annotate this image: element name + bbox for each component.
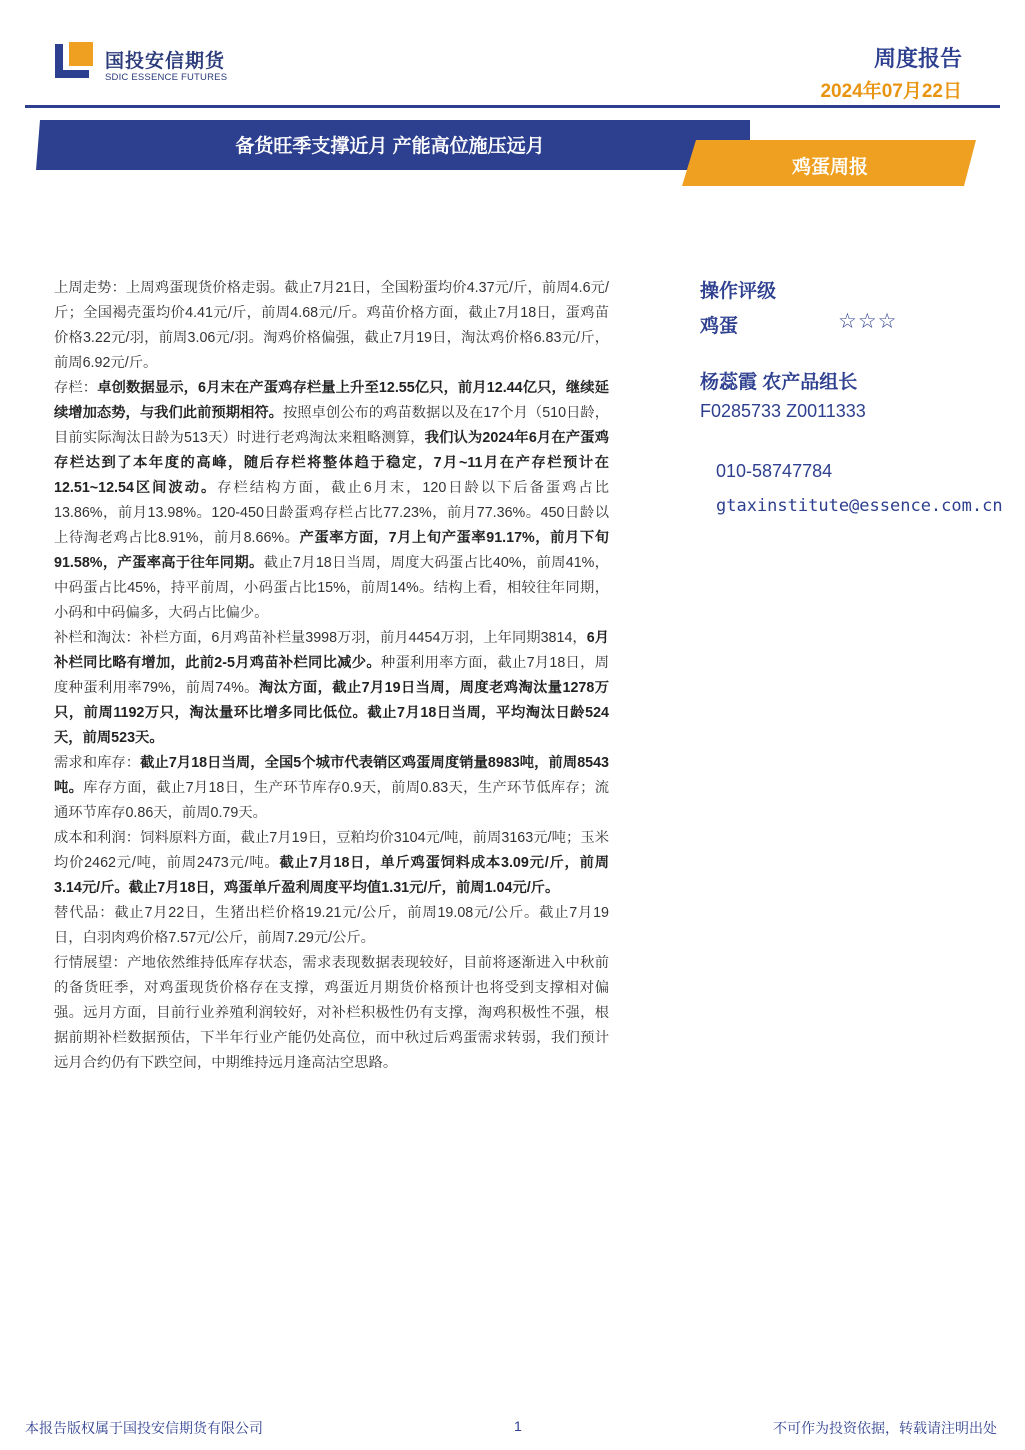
paragraph-demand-stock: 需求和库存：截止7月18日当周，全国5个城市代表销区鸡蛋周度销量8983吨，前周8543吨。库存方面，截止7月18日，生产环节库存0.9天，前周0.83天，生产环节低库存；流通环节库存0.86天，前周0.79天。	[54, 755, 610, 821]
company-name-en: SDIC ESSENCE FUTURES	[105, 72, 228, 83]
report-category-tag: 鸡蛋周报	[791, 157, 868, 178]
analyst-license: F0285733 Z0011333	[700, 401, 866, 421]
company-name-cn: 国投安信期货	[105, 51, 226, 72]
analyst-name: 杨蕊霞 农产品组长	[700, 372, 858, 393]
company-logo	[55, 42, 235, 88]
paragraph-cost-profit: 成本和利润：饲料原料方面，截止7月19日，豆粕均价3104元/吨，前周3163元/吨；玉米均价2462元/吨，前周2473元/吨。截止7月18日，单斤鸡蛋饲料成本3.09元/斤，前周3.14元/斤。截止7月18日，鸡蛋单斤盈利周度平均值1.31元/斤，前周1.04元/斤。	[54, 830, 609, 896]
report-title: 备货旺季支撑近月 产能高位施压远月	[235, 136, 545, 157]
contact-phone: 010-58747784	[716, 461, 833, 481]
paragraph-substitutes: 替代品：截止7月22日，生猪出栏价格19.21元/公斤，前周19.08元/公斤。截止7月19日，白羽肉鸡价格7.57元/公斤，前周7.29元/公斤。	[54, 905, 609, 946]
footer-copyright: 本报告版权属于国投安信期货有限公司	[25, 1420, 263, 1436]
paragraph-restock-cull: 补栏和淘汰：补栏方面，6月鸡苗补栏量3998万羽，前月4454万羽，上年同期3814，6月补栏同比略有增加，此前2-5月鸡苗补栏同比减少。种蛋利用率方面，截止7月18日，周度种蛋利用率79%，前周74%。淘汰方面，截止7月19日当周，周度老鸡淘汰量1278万只，前周1192万只，淘汰量环比增多同比低位。截止7月18日当周，平均淘汰日龄524天，前周523天。	[54, 630, 609, 746]
logo-icon	[55, 42, 95, 82]
rating-stars-icon: ☆☆☆	[838, 310, 898, 333]
report-date: 2024年07月22日	[820, 81, 962, 102]
header-divider	[25, 105, 1000, 108]
contact-email[interactable]: gtaxinstitute@essence.com.cn	[716, 496, 1003, 516]
rated-product: 鸡蛋	[700, 316, 739, 337]
page-number: 1	[514, 1418, 522, 1434]
paragraph-weekly-trend: 上周走势：上周鸡蛋现货价格走弱。截止7月21日，全国粉蛋均价4.37元/斤，前周4.6元/斤；全国褐壳蛋均价4.41元/斤，前周4.68元/斤。鸡苗价格方面，截止7月18日，蛋鸡苗价格3.22元/羽，前周3.06元/羽。淘鸡价格偏强，截止7月19日，淘汰鸡价格6.83元/斤，前周6.92元/斤。	[54, 280, 609, 371]
footer-disclaimer: 不可作为投资依据，转载请注明出处	[773, 1420, 997, 1436]
rating-title: 操作评级	[700, 281, 777, 302]
report-body	[54, 276, 609, 1076]
report-type: 周度报告	[873, 46, 962, 71]
paragraph-outlook: 行情展望：产地依然维持低库存状态，需求表现数据表现较好，目前将逐渐进入中秋前的备货旺季，对鸡蛋现货价格存在支撑，鸡蛋近月期货价格预计也将受到支撑相对偏强。远月方面，目前行业养殖利润较好，对补栏积极性仍有支撑，淘鸡积极性不强，根据前期补栏数据预估，下半年行业产能仍处高位，而中秋过后鸡蛋需求转弱，我们预计远月合约仍有下跌空间，中期维持远月逢高沽空思路。	[54, 955, 609, 1071]
paragraph-inventory: 存栏：卓创数据显示，6月末在产蛋鸡存栏量上升至12.55亿只，前月12.44亿只，继续延续增加态势，与我们此前预期相符。按照卓创公布的鸡苗数据以及在17个月（510日龄，目前实际淘汰日龄为513天）时进行老鸡淘汰来粗略测算，我们认为2024年6月在产蛋鸡存栏达到了本年度的高峰，随后存栏将整体趋于稳定，7月~11月在产存栏预计在12.51~12.54区间波动。存栏结构方面，截止6月末，120日龄以下后备蛋鸡占比13.86%，前月13.98%。120-450日龄蛋鸡存栏占比77.23%，前月77.36%。450日龄以上待淘老鸡占比8.91%，前月8.66%。产蛋率方面，7月上旬产蛋率91.17%，前月下旬91.58%，产蛋率高于往年同期。截止7月18日当周，周度大码蛋占比40%，前周41%，中码蛋占比45%，持平前周，小码蛋占比15%，前周14%。结构上看，相较往年同期，小码和中码偏多，大码占比偏少。	[54, 380, 610, 621]
